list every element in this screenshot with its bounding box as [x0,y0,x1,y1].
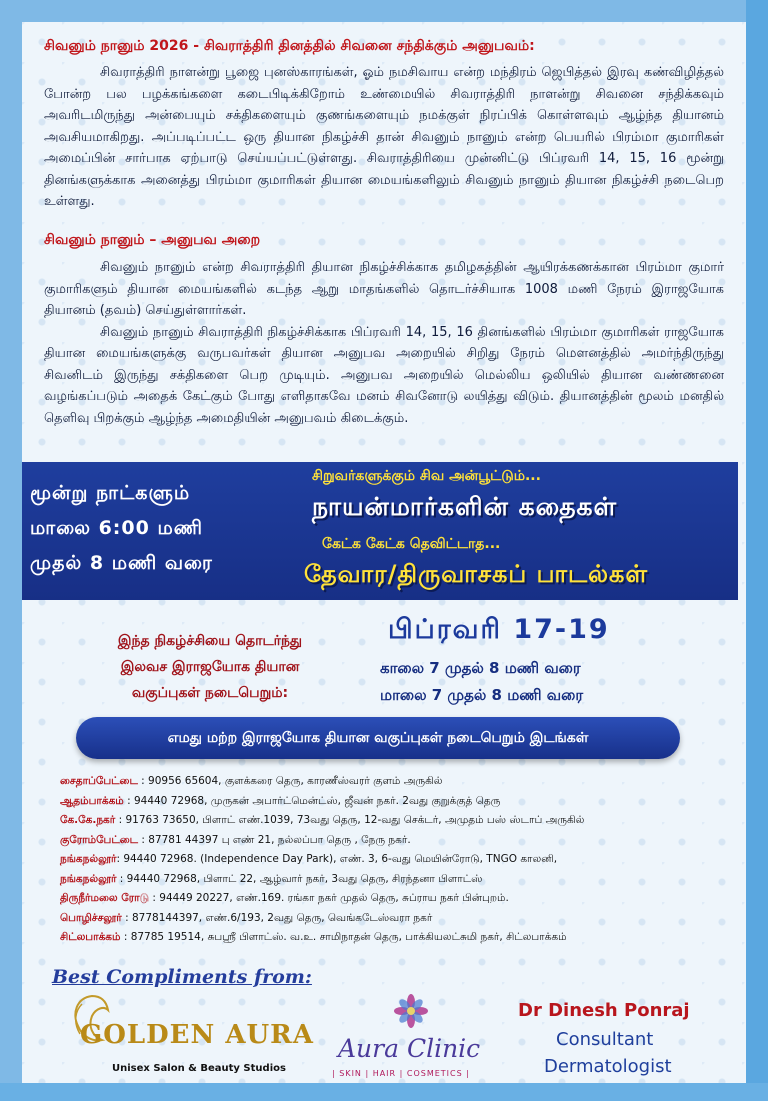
location-details: : 94440 72968, பிளாட் 22, ஆழ்வார் நகர், 3வது தெரு, சிரந்தனா பிளாட்ஸ் [116,872,483,885]
event-banner [22,462,738,600]
location-name: நங்கநல்லூர் [60,872,117,885]
aura-flower-icon [393,993,429,1029]
location-item [60,928,740,948]
location-item [60,831,740,851]
frame-bottom [0,1083,768,1101]
aura-clinic-name: Aura Clinic [338,1034,481,1063]
continuation-line: இலவச இராஜயோக தியான [120,659,300,675]
location-item [60,772,740,792]
banner-subtitle-1: சிறுவர்களுக்கும் சிவ அன்பூட்டும்... [312,468,541,484]
location-details: : 94449 20227, எண்.169. ரங்கா நகர் முதல் தெரு, சுப்ராய நகர் பின்புறம். [149,892,509,904]
morning-time: காலை 7 முதல் 8 மணி வரை [380,659,581,677]
location-details: : 87781 44397 பு எண் 21, நல்லப்பா தெரு , நேரு நகர். [138,833,411,846]
section2-heading: சிவனும் நானும் – அனுபவ அறை [44,232,261,248]
location-item [60,889,740,909]
location-item [60,850,740,870]
location-item [60,909,740,929]
golden-aura-name: GOLDEN AURA [80,1020,314,1050]
banner-schedule-line: மூன்று நாட்களும் [30,482,191,504]
location-name: குரோம்பேட்டை [60,833,139,846]
location-item [60,811,740,831]
compliments-heading: Best Compliments from: [52,966,312,988]
location-name: சைதாப்பேட்டை [60,775,138,787]
location-details: : 94440 72968. (Independence Day Park), எண். 3, 6-வது மெயின்ரோடு, TNGO காலனி, [116,853,558,865]
doctor-title-1: Consultant [556,1029,654,1050]
banner-subtitle-2: கேட்க கேட்க தெவிட்டாத... [322,536,501,552]
aura-clinic-subtitle: | SKIN | HAIR | COSMETICS | [332,1069,470,1078]
location-details: : 8778144397, எண்.6/193, 2வது தெரு, வெங்கடேஸ்வரா நகர் [121,911,433,924]
location-details: : 94440 72968, முருகன் அபார்ட்மென்ட்ஸ், ஜீவன் நகர். 2வது குறுக்குத் தெரு [123,794,501,807]
location-name: பொழிச்சலூர் [60,911,122,924]
golden-aura-subtitle: Unisex Salon & Beauty Studios [112,1063,286,1074]
banner-title-2: தேவார/திருவாசகப் பாடல்கள் [304,560,649,588]
continuation-text [60,628,360,706]
location-name: திருநீர்மலை ரோடு [60,892,150,904]
location-name: நங்கநல்லூர் [60,853,117,865]
frame-right [746,0,768,1101]
location-name: சிட்லபாக்கம் [60,931,121,943]
locations-header: எமது மற்ற இராஜயோக தியான வகுப்புகள் நடைபெறும் இடங்கள் [76,717,680,759]
evening-time: மாலை 7 முதல் 8 மணி வரை [380,686,584,704]
locations-list [60,772,740,948]
doctor-name: Dr Dinesh Ponraj [518,1000,690,1021]
banner-schedule-line: மாலை 6:00 மணி [30,517,204,539]
continuation-line: இந்த நிகழ்ச்சியை தொடர்ந்து [117,633,303,649]
section2-paragraph-2: சிவனும் நானும் சிவராத்திரி நிகழ்ச்சிக்காக பிப்ரவரி 14, 15, 16 தினங்களில் பிரம்மா குமாரிகள் ராஜயோக தியான மையங்களுக்கு வருபவர்கள் தியான அனுபவ அறையில் சிறிது நேரம் மௌனத்தில் அமர்ந்திருந்து சிவனிடம் இருந்து சக்திகளை பெற முடியும். அனுபவ அறையில் மெல்லிய ஒலியில் தியான வண்ணனை வழங்கப்படும் அதைக் கேட்கும் போது எளிதாகவே மனம் சிவனோடு லயித்து விடும். தியானத்தின் மூலம் மனதில் தெளிவு பிறக்கும் ஆழ்ந்த அமைதியின் அனுபவம் கிடைக்கும். [44,324,724,426]
location-name: கே.கே.நகர் [60,814,116,826]
section1-body [44,62,724,213]
class-dates: பிப்ரவரி 17-19 [388,614,610,645]
banner-schedule [30,476,280,581]
location-name: ஆதம்பாக்கம் [60,794,124,807]
section2-body [44,257,724,429]
section1-heading: சிவனும் நானும் 2026 - சிவராத்திரி தினத்தில் சிவனை சந்திக்கும் அனுபவம்: [44,38,535,54]
location-details: : 90956 65604, குளக்கரை தெரு, காரணீஸ்வரர் குளம் அருகில் [137,775,443,787]
location-details: : 87785 19514, சுபஸ்ரீ பிளாட்ஸ். வ.உ. சாமிநாதன் தெரு, பாக்கியலட்சுமி நகர், சிட்லபாக்கம் [120,931,567,943]
location-item [60,792,740,812]
location-details: : 91763 73650, பிளாட் எண்.1039, 73வது தெரு, 12-வது செக்டர், அமுதம் பஸ் ஸ்டாப் அருகில் [115,814,585,826]
continuation-line: வகுப்புகள் நடைபெறும்: [131,685,289,701]
section1-paragraph: சிவராத்திரி நாளன்று பூஜை புனஸ்காரங்கள், ஓம் நமசிவாய என்ற மந்திரம் ஜெபித்தல் இரவு கண்விழித்தல் போன்ற பல பழக்கங்களை கடைபிடிக்கிறோம் உண்மையில் சிவராத்திரி நாளன்று சிவனை சந்திக்கவும் அவரிடமிருந்து அன்பையும் சக்திகளையும் குணங்களையும் நமக்குள் நிரப்பிக் கொள்ளவும் ஆழ்ந்த தியானம் அவசியமாகிறது. அப்படிப்பட்ட ஒரு தியான நிகழ்ச்சி தான் சிவனும் நானும் என்ற பெயரில் பிரம்மா குமாரிகள் அமைப்பின் சார்பாக ஏற்பாடு செய்யப்பட்டுள்ளது. சிவராத்திரியை முன்னிட்டு பிப்ரவரி 14, 15, 16 மூன்று தினங்களுக்காக அனைத்து பிரம்மா குமாரிகள் தியான மையங்களிலும் சிவனும் நானும் தியான நிகழ்ச்சி நடைபெற உள்ளது. [44,65,724,209]
banner-title-1: நாயன்மார்களின் கதைகள் [312,492,618,521]
section2-paragraph-1: சிவனும் நானும் என்ற சிவராத்திரி தியான நிகழ்ச்சிக்காக தமிழகத்தின் ஆயிரக்கணக்கான பிரம்மா குமார் குமாரிகளும் தியான மையங்களில் கடந்த ஆறு மாதங்களில் தொடர்ச்சியாக 1008 மணி நேரம் இராஜயோக தியானம் (தவம்) செய்துள்ளார்கள். [44,260,724,318]
banner-schedule-line: முதல் 8 மணி வரை [30,552,213,574]
location-item [60,870,740,890]
doctor-title-2: Dermatologist [544,1056,672,1077]
